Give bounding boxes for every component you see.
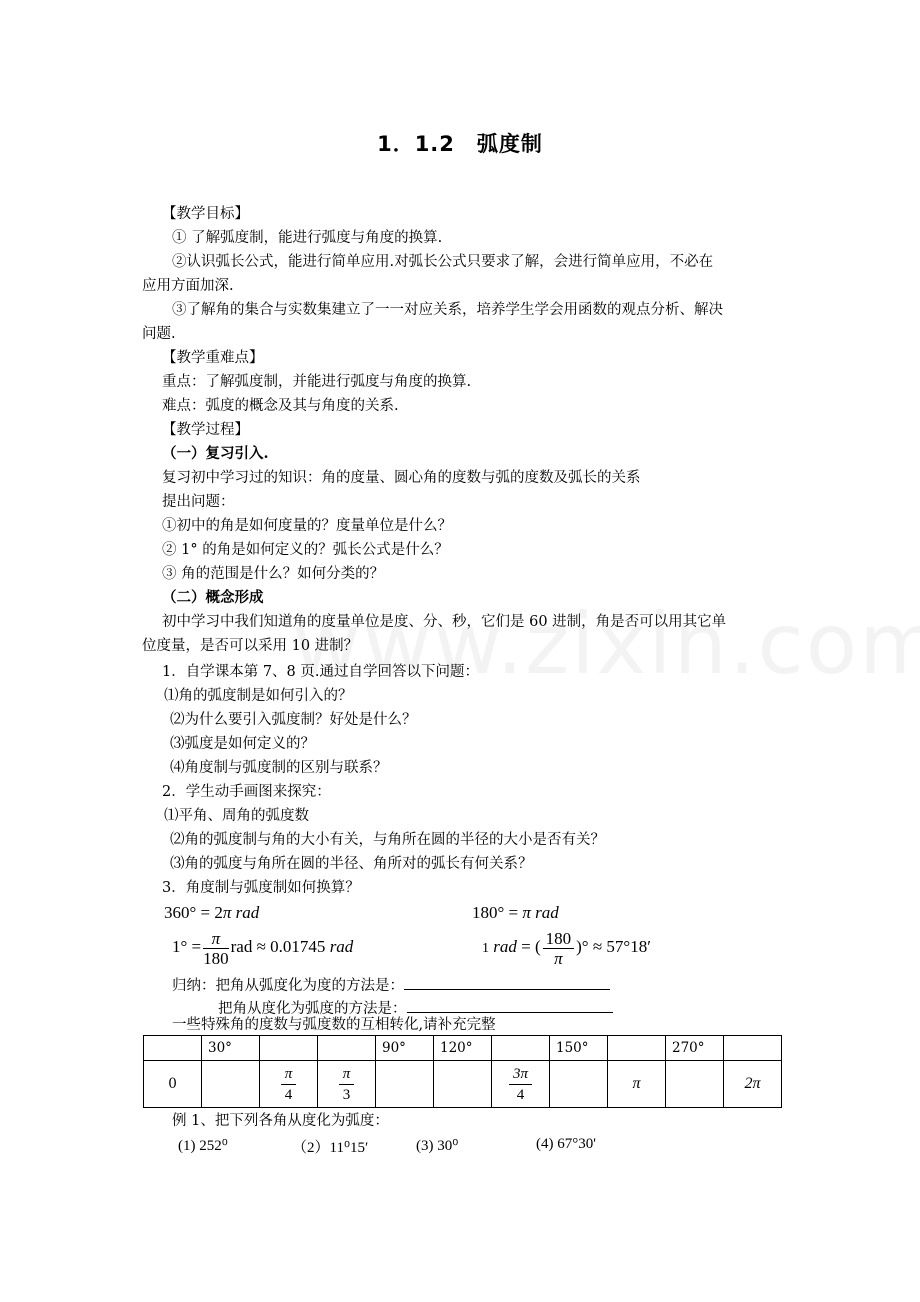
keypoints-header: 【教学重难点】 bbox=[162, 350, 264, 366]
difficult-point: 难点：弧度的概念及其与角度的关系. bbox=[162, 398, 399, 414]
formula-360: 360° = 2π rad bbox=[164, 903, 260, 922]
item-1-question-2: ⑵为什么要引入弧度制？好处是什么？ bbox=[170, 712, 417, 728]
table-cell-radian bbox=[202, 1061, 260, 1108]
objective-1: ① 了解弧度制，能进行弧度与角度的换算. bbox=[172, 230, 443, 246]
objective-3-continued: 问题. bbox=[142, 326, 176, 342]
table-cell-degree bbox=[260, 1036, 318, 1061]
page-title: 1．1.2 弧度制 bbox=[377, 132, 543, 156]
review-text: 复习初中学习过的知识：角的度量、圆心角的度数与弧的度数及弧长的关系 bbox=[162, 470, 641, 486]
table-intro: 一些特殊角的度数与弧度数的互相转化,请补充完整 bbox=[172, 1017, 496, 1033]
angle-conversion-table bbox=[143, 1035, 782, 1108]
table-cell-degree bbox=[144, 1036, 202, 1061]
table-cell-degree bbox=[318, 1036, 376, 1061]
item-1-question-4: ⑷角度制与弧度制的区别与联系？ bbox=[170, 760, 388, 776]
objective-3: ③了解角的集合与实数集建立了一一对应关系，培养学生学会用函数的观点分析、解决 bbox=[172, 302, 723, 318]
example-2: （2）11⁰15′ bbox=[292, 1140, 369, 1156]
item-3: 3．角度制与弧度制如何换算？ bbox=[162, 880, 360, 896]
concept-text-continued: 位度量，是否可以采用 10 进制？ bbox=[142, 638, 359, 654]
table-cell-radian bbox=[550, 1061, 608, 1108]
item-2: 2．学生动手画图来探究： bbox=[162, 784, 331, 800]
table-cell-degree: 30° bbox=[202, 1036, 260, 1061]
summary-degree-to-radian: 把角从度化为弧度的方法是： bbox=[218, 998, 613, 1019]
table-cell-degree: 270° bbox=[666, 1036, 724, 1061]
table-cell-radian bbox=[666, 1061, 724, 1108]
table-cell-degree bbox=[492, 1036, 550, 1061]
blank-line bbox=[404, 975, 610, 990]
item-2-question-1: ⑴平角、周角的弧度数 bbox=[164, 808, 309, 824]
table-cell-degree bbox=[608, 1036, 666, 1061]
objectives-header: 【教学目标】 bbox=[162, 206, 249, 222]
question-1: ①初中的角是如何度量的？度量单位是什么？ bbox=[162, 518, 452, 534]
example-1: (1) 252⁰ bbox=[178, 1138, 228, 1154]
questions-intro: 提出问题： bbox=[162, 494, 235, 510]
radian-fraction: $\frac{3\pi}{4}$ bbox=[509, 1064, 532, 1105]
objective-2: ②认识弧长公式，能进行简单应用.对弧长公式只要求了解，会进行简单应用，不必在 bbox=[172, 254, 714, 270]
table-cell-degree: 90° bbox=[376, 1036, 434, 1061]
fraction-pi-over-180: $\frac{\pi}{180}$ bbox=[203, 928, 229, 968]
table-row-radians bbox=[144, 1061, 782, 1108]
formula-one-degree: 1° = $\frac{\pi}{180}$ rad ≈ 0.01745 rad bbox=[172, 928, 354, 968]
table-cell-degree: 120° bbox=[434, 1036, 492, 1061]
table-cell-radian bbox=[318, 1061, 376, 1108]
item-1-question-3: ⑶弧度是如何定义的？ bbox=[170, 736, 315, 752]
table-cell-radian: π bbox=[608, 1061, 666, 1108]
table-cell-radian bbox=[434, 1061, 492, 1108]
item-1-question-1: ⑴角的弧度制是如何引入的？ bbox=[164, 688, 353, 704]
table-cell-radian bbox=[492, 1061, 550, 1108]
example-intro: 例 1、把下列各角从度化为弧度： bbox=[172, 1113, 389, 1129]
item-1: 1．自学课本第 7、8 页.通过自学回答以下问题： bbox=[162, 664, 480, 680]
table-row-degrees bbox=[144, 1036, 782, 1061]
item-2-question-3: ⑶角的弧度与角所在圆的半径、角所对的弧长有何关系？ bbox=[170, 856, 533, 872]
example-4: (4) 67°30' bbox=[536, 1136, 596, 1152]
item-2-question-2: ⑵角的弧度制与角的大小有关，与角所在圆的半径的大小是否有关？ bbox=[170, 832, 605, 848]
fraction-180-over-pi: $\frac{180}{\pi}$ bbox=[543, 929, 575, 968]
formula-one-radian: 1 rad = ( $\frac{180}{\pi}$ )° ≈ 57°18′ bbox=[482, 928, 651, 968]
table-cell-radian bbox=[376, 1061, 434, 1108]
summary-radian-to-degree: 归纳：把角从弧度化为度的方法是： bbox=[172, 975, 610, 996]
section-review-heading: （一）复习引入. bbox=[162, 445, 269, 462]
question-2: ② 1° 的角是如何定义的？弧长公式是什么？ bbox=[162, 542, 449, 558]
radian-fraction: $\frac{\pi}{4}$ bbox=[281, 1064, 297, 1105]
table-cell-radian: 0 bbox=[144, 1061, 202, 1108]
table-cell-radian: 2π bbox=[724, 1061, 782, 1108]
section-concept-heading: （二）概念形成 bbox=[162, 589, 264, 606]
table-cell-radian bbox=[260, 1061, 318, 1108]
objective-2-continued: 应用方面加深. bbox=[142, 278, 234, 294]
formula-180: 180° = π rad bbox=[472, 903, 559, 922]
example-3: (3) 30⁰ bbox=[416, 1138, 459, 1154]
process-header: 【教学过程】 bbox=[162, 422, 249, 438]
table-cell-degree bbox=[724, 1036, 782, 1061]
blank-line bbox=[407, 998, 613, 1013]
radian-fraction: $\frac{\pi}{3}$ bbox=[339, 1064, 355, 1105]
key-point: 重点：了解弧度制，并能进行弧度与角度的换算. bbox=[162, 374, 472, 390]
question-3: ③ 角的范围是什么？如何分类的？ bbox=[162, 566, 385, 582]
table-cell-degree: 150° bbox=[550, 1036, 608, 1061]
concept-text: 初中学习中我们知道角的度量单位是度、分、秒，它们是 60 进制，角是否可以用其它单 bbox=[162, 614, 727, 630]
